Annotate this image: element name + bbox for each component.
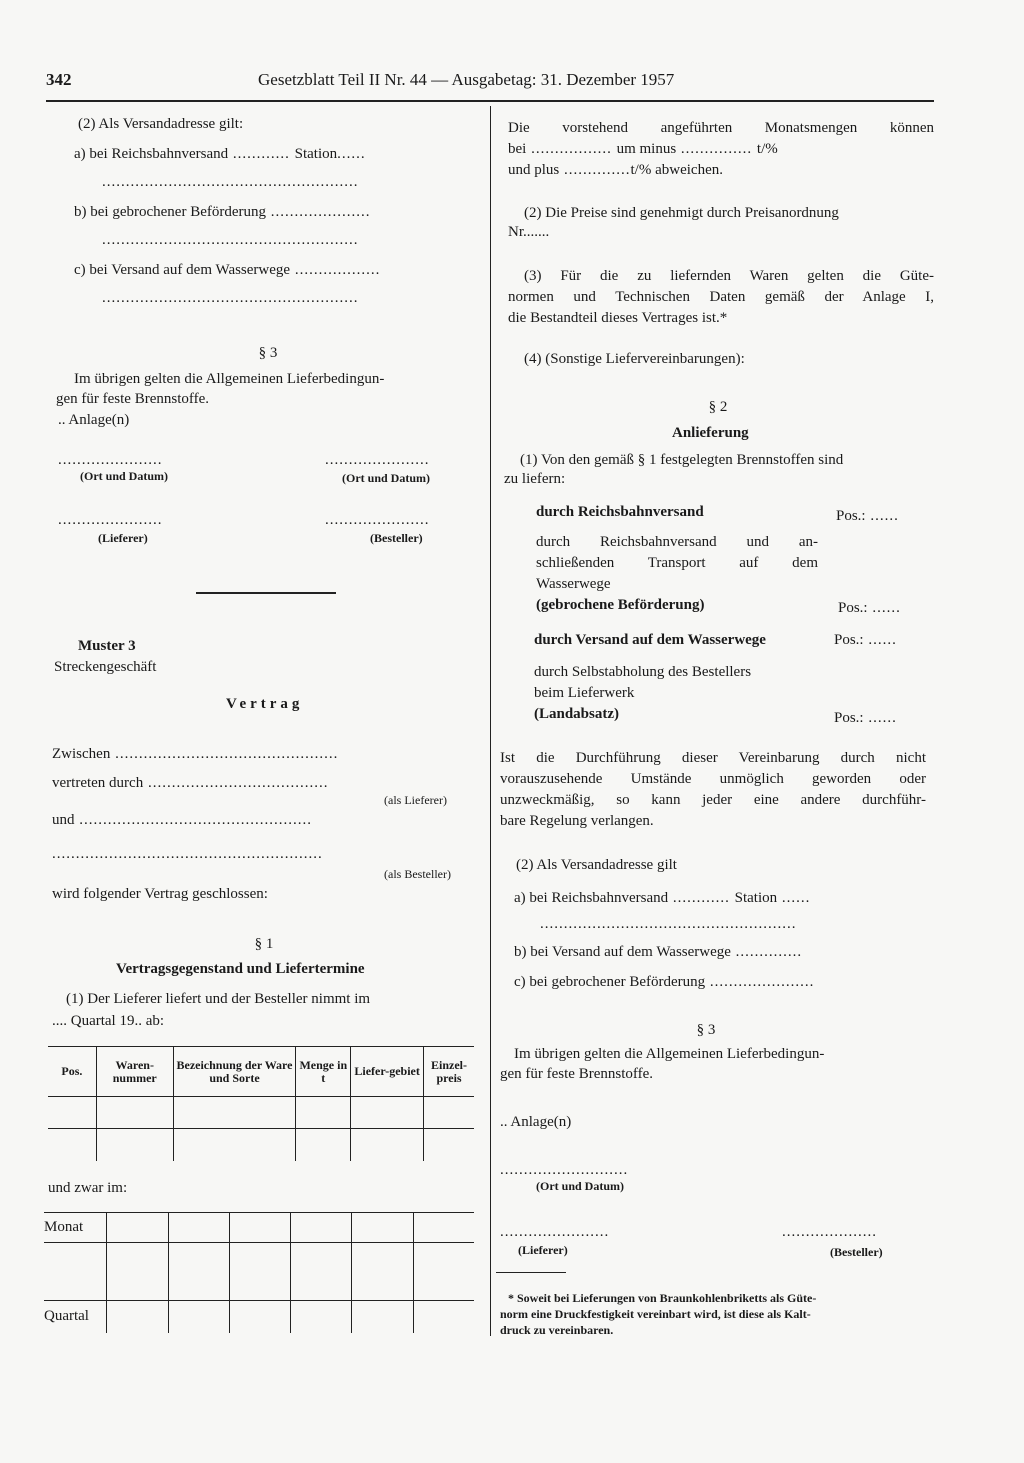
section-3-text: gen für feste Brennstoffe. — [500, 1066, 654, 1082]
muster-subtitle: Streckengeschäft — [54, 659, 157, 675]
versand-heading: (2) Als Versandadresse gilt: — [78, 116, 244, 132]
table-header-cell: Bezeichnung der Ware und Sorte — [173, 1047, 296, 1097]
column-divider — [490, 106, 491, 1336]
section-3-text: gen für feste Brennstoffe. — [56, 391, 210, 407]
durchfuehrung-text: Ist die Durchführung dieser Vereinbarung durch nicht — [500, 750, 926, 766]
table-header-cell: Einzel-preis — [424, 1047, 474, 1097]
versand-line-b: b) bei Versand auf dem Wasserwege .............. — [514, 944, 803, 960]
table-row — [48, 1097, 474, 1129]
section-2-title: Anlieferung — [672, 425, 749, 441]
preise-nr: Nr....... — [508, 224, 550, 240]
footnote-rule — [496, 1272, 566, 1273]
table-header-cell: Liefer-gebiet — [351, 1047, 424, 1097]
section-1-title: Vertragsgegenstand und Liefertermine — [116, 961, 365, 977]
versand-heading: (2) Als Versandadresse gilt — [516, 857, 677, 873]
dotted-line: ...................................................... — [102, 232, 359, 248]
muster-title: Muster 3 — [78, 638, 136, 654]
waren-text: (3) Für die zu liefernden Waren gelten die Güte- — [524, 268, 934, 284]
pos-field: Pos.: ...... — [838, 600, 901, 616]
page-header-title: Gesetzblatt Teil II Nr. 44 — Ausgabetag: 31. Dezember 1957 — [258, 70, 675, 89]
delivery-option: (gebrochene Beförderung) — [536, 597, 705, 613]
product-table — [48, 1046, 474, 1161]
monat-label: Monat — [44, 1213, 107, 1243]
footnote-text: norm eine Druckfestigkeit vereinbart wird, ist diese als Kalt- — [500, 1307, 811, 1321]
dotted-line: ...................................................... — [102, 174, 359, 190]
sig-label: (Lieferer) — [98, 531, 148, 545]
monats-bei-line: bei ................. um minus ............... t/% — [508, 141, 778, 157]
als-lieferer-label: (als Lieferer) — [384, 793, 447, 807]
vertreten-line: vertreten durch ...................................... — [52, 775, 329, 791]
section-1-text: .... Quartal 19.. ab: — [52, 1013, 165, 1029]
delivery-option: durch Versand auf dem Wasserwege — [534, 632, 766, 648]
section-separator — [196, 592, 336, 594]
signature-line: .................... — [782, 1224, 877, 1240]
header-rule — [46, 100, 934, 102]
section-3-heading: § 3 — [258, 345, 278, 361]
und-line: und ................................................. — [52, 812, 312, 828]
section-3-text: Im übrigen gelten die Allgemeinen Lieferbedingun- — [514, 1046, 825, 1062]
signature-line: ...................... — [58, 452, 163, 468]
section-2-text: (1) Von den gemäß § 1 festgelegten Brennstoffen sind — [520, 452, 844, 468]
page-number: 342 — [46, 70, 72, 89]
anlage-label: .. Anlage(n) — [500, 1114, 572, 1130]
delivery-option: (Landabsatz) — [534, 706, 620, 722]
pos-field: Pos.: ...... — [836, 508, 899, 524]
dotted-line: ...................................................... — [540, 916, 797, 932]
dotted-line: ......................................................... — [52, 846, 323, 862]
table-header-cell: Waren-nummer — [96, 1047, 173, 1097]
und-zwar-label: und zwar im: — [48, 1180, 128, 1196]
footnote-text: druck zu vereinbaren. — [500, 1323, 614, 1337]
zwischen-line: Zwischen ............................................... — [52, 746, 339, 762]
delivery-option: durch Selbstabholung des Bestellers — [534, 664, 752, 680]
signature-line: ...................... — [325, 512, 430, 528]
durchfuehrung-text: unzweckmäßig, so kann jeder eine andere durchführ- — [500, 792, 926, 808]
delivery-option: beim Lieferwerk — [534, 685, 635, 701]
waren-text: die Bestandteil dieses Vertrages ist.* — [508, 310, 728, 326]
signature-line: ...................... — [58, 512, 163, 528]
table-row — [44, 1213, 474, 1243]
versand-line-c: c) bei Versand auf dem Wasserwege .................. — [74, 262, 381, 278]
contract-concluded-text: wird folgender Vertrag geschlossen: — [52, 886, 268, 902]
table-row — [48, 1129, 474, 1161]
dotted-line: ...................................................... — [102, 290, 359, 306]
contract-title: Vertrag — [226, 696, 304, 712]
anlage-label: .. Anlage(n) — [58, 412, 130, 428]
section-2-heading: § 2 — [708, 399, 728, 415]
preise-text: (2) Die Preise sind genehmigt durch Preisanordnung — [524, 205, 839, 221]
pos-field: Pos.: ...... — [834, 632, 897, 648]
quartal-label: Quartal — [44, 1301, 107, 1333]
delivery-option: durch Reichsbahnversand — [536, 504, 704, 520]
section-2-text: zu liefern: — [504, 471, 566, 487]
pos-field: Pos.: ...... — [834, 710, 897, 726]
table-header-cell: Menge in t — [296, 1047, 351, 1097]
versand-line-b: b) bei gebrochener Beförderung ..................... — [74, 204, 371, 220]
footnote-text: * Soweit bei Lieferungen von Braunkohlenbriketts als Güte- — [508, 1291, 817, 1305]
monats-plus-line: und plus ..............t/% abweichen. — [508, 162, 723, 178]
signature-line: ........................... — [500, 1162, 629, 1178]
als-besteller-label: (als Besteller) — [384, 867, 451, 881]
versand-line-a: a) bei Reichsbahnversand ............ Station...... — [74, 146, 366, 162]
monats-text: Die vorstehend angeführten Monatsmengen können — [508, 120, 934, 136]
delivery-option: durch Reichsbahnversand und an- — [536, 534, 818, 550]
monthly-table — [44, 1212, 474, 1333]
versand-line-c: c) bei gebrochener Beförderung ...................... — [514, 974, 815, 990]
sig-label: (Ort und Datum) — [536, 1179, 625, 1193]
delivery-option: Wasserwege — [536, 576, 611, 592]
section-1-heading: § 1 — [254, 936, 274, 952]
sig-label: (Ort und Datum) — [342, 471, 431, 485]
signature-line: ....................... — [500, 1224, 610, 1240]
signature-line: ...................... — [325, 452, 430, 468]
section-3-heading: § 3 — [696, 1022, 716, 1038]
table-row — [44, 1301, 474, 1333]
delivery-option: schließenden Transport auf dem — [536, 555, 818, 571]
section-1-text: (1) Der Lieferer liefert und der Besteller nimmt im — [66, 991, 371, 1007]
versand-line-a: a) bei Reichsbahnversand ............ Station ...... — [514, 890, 811, 906]
durchfuehrung-text: bare Regelung verlangen. — [500, 813, 654, 829]
waren-text: normen und Technischen Daten gemäß der Anlage I, — [508, 289, 934, 305]
sig-label: (Besteller) — [830, 1245, 883, 1259]
durchfuehrung-text: vorauszusehende Umstände unmöglich geworden oder — [500, 771, 926, 787]
table-header-cell: Pos. — [48, 1047, 96, 1097]
sig-label: (Ort und Datum) — [80, 469, 169, 483]
sonstige-text: (4) (Sonstige Liefervereinbarungen): — [524, 351, 745, 367]
sig-label: (Lieferer) — [518, 1243, 568, 1257]
sig-label: (Besteller) — [370, 531, 423, 545]
section-3-text: Im übrigen gelten die Allgemeinen Lieferbedingun- — [74, 371, 385, 387]
table-row — [44, 1243, 474, 1301]
